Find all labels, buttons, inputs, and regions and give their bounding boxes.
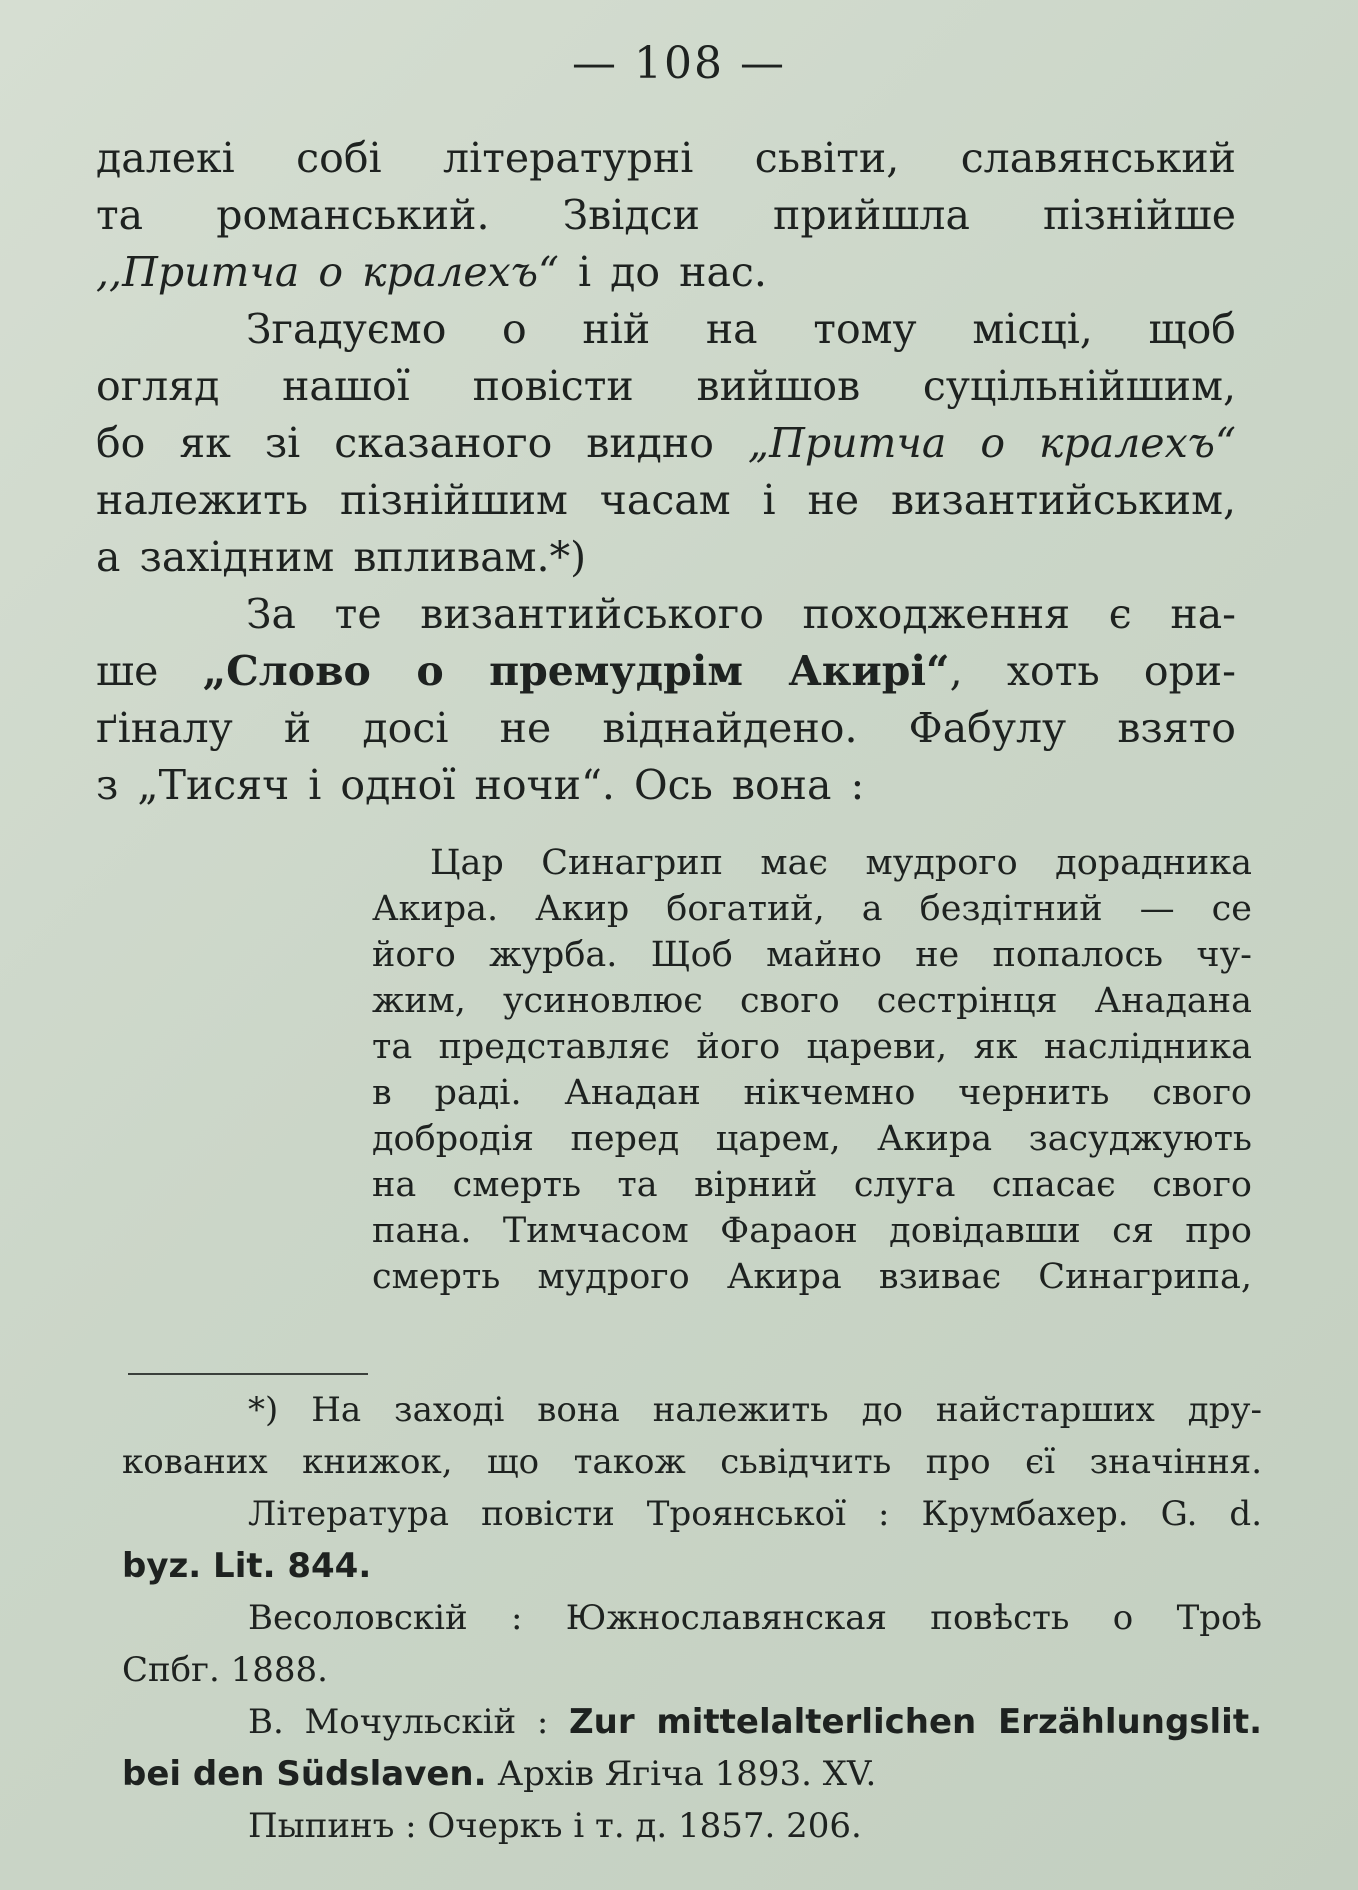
footnote-line [122,1800,1262,1852]
text-line-segment: бо як зі сказаного видно [96,419,748,467]
footnote-line-segment: В. Мочульскій : [248,1702,569,1742]
quote-line: жим, усиновлює свого сестрінця Анадана [372,981,1252,1021]
text-line: Згадуємо о ній на тому місці, щоб [246,305,1236,353]
quote-line: його журба. Щоб майно не попалось чу- [372,935,1252,975]
footnote-line [122,1488,1262,1540]
text-line-segment: і до нас. [559,248,767,296]
text-line: далекі собі літературні сьвіти, славянський [96,134,1236,182]
footnote-line-segment: Весоловскій : Южнославянская повѣсть о Троѣ [248,1598,1262,1638]
footnote-line [122,1436,1262,1488]
quote-line: та представляє його цареви, як наслідника [372,1027,1252,1067]
footnote-line-segment: byz. Lit. 844. [122,1546,372,1586]
quote-line: добродія перед царем, Акира засуджують [372,1119,1252,1159]
text-line: з „Тисяч і одної ночи“. Ось вона : [96,761,865,809]
footnote-line [122,1644,1262,1696]
text-line: За те византийського походження є на- [246,590,1236,638]
footnote-line-segment: *) На заході вона належить до найстарших дру- [248,1390,1262,1430]
footnote-line-segment: Спбг. 1888. [122,1650,328,1690]
main-text [96,130,1236,814]
text-line [96,415,1236,472]
text-line [96,244,1236,301]
text-line-segment: , хоть ори- [949,647,1236,695]
footnote-line-segment: Zur mittelalterlichen Erzählungslit. [569,1702,1263,1742]
quote-line: на смерть та вірний слуга спасає свого [372,1165,1252,1205]
footnote-line [122,1592,1262,1644]
footnotes [122,1384,1262,1852]
footnote-line [122,1384,1262,1436]
text-line-segment: ,,Притча о кралехъ“ [96,248,559,296]
footnote-line-segment: Література повісти Троянської : Крумбахер. G. d. [248,1494,1262,1534]
text-line [96,643,1236,700]
quote-line: Акира. Акир богатий, а бездітний — се [372,889,1252,929]
footnote-line-segment: bei den Südslaven. [122,1754,487,1794]
quote-line: в раді. Анадан нікчемно чернить свого [372,1073,1252,1113]
text-line: а західним впливам.*) [96,533,587,581]
footnote-line [122,1696,1262,1748]
quote-line: Цар Синагрип має мудрого дорадника [430,843,1252,883]
text-line-segment: „Притча о кралехъ“ [747,419,1236,467]
page-number: — 108 — [572,38,786,89]
footnote-divider [128,1373,368,1375]
text-line: огляд нашої повісти вийшов суцільнійшим, [96,362,1236,410]
footnote-line-segment: Архів Ягіча 1893. XV. [486,1754,877,1794]
quoted-summary [372,840,1252,1300]
footnote-line [122,1748,1262,1800]
footnote-line-segment: Пыпинъ : Очеркъ і т. д. 1857. 206. [248,1806,862,1846]
text-line: та романський. Звідси прийшла пізнійше [96,191,1236,239]
quote-line: пана. Тимчасом Фараон довідавши ся про [372,1211,1252,1251]
footnote-line-segment: кованих книжок, що також сьвідчить про єї значіння. [122,1442,1262,1482]
text-line-segment: ше [96,647,203,695]
quote-line: смерть мудрого Акира взиває Синагрипа, [372,1257,1252,1297]
text-line-segment: „Слово о премудрім Акирі“ [202,647,950,695]
text-line: ґіналу й досі не віднайдено. Фабулу взято [96,704,1236,752]
footnote-line [122,1540,1262,1592]
text-line: належить пізнійшим часам і не византийським, [96,476,1236,524]
